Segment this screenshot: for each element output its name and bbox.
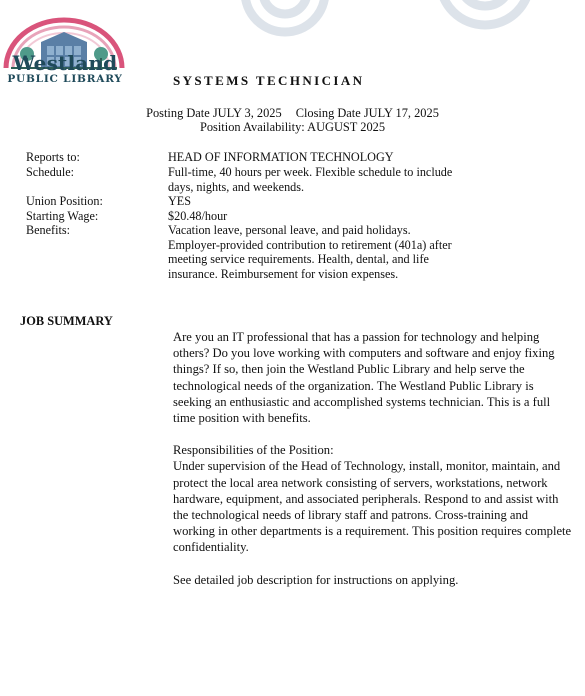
- position-availability: Position Availability: AUGUST 2025: [199, 120, 386, 134]
- detail-label-union: Union Position:: [26, 194, 103, 208]
- detail-value-wage: [168, 209, 498, 224]
- detail-label-benefits: Benefits:: [26, 223, 71, 237]
- detail-value-union: [168, 194, 498, 209]
- detail-line: Employer-provided contribution to retirement (401a) after: [168, 237, 452, 252]
- job-title: SYSTEMS TECHNICIAN: [173, 73, 365, 88]
- detail-value-benefits: [168, 223, 498, 281]
- detail-line: YES: [168, 194, 192, 208]
- detail-line: insurance. Reimbursement for vision expenses.: [168, 266, 399, 281]
- detail-line: Vacation leave, personal leave, and paid holidays.: [168, 223, 411, 237]
- logo-subtitle: PUBLIC LIBRARY: [7, 73, 123, 85]
- dates-block: [0, 106, 585, 134]
- detail-line: days, nights, and weekends.: [168, 179, 305, 194]
- detail-line: meeting service requirements. Health, dental, and life: [168, 252, 429, 267]
- library-logo-text: [4, 53, 126, 85]
- job-summary-body: [173, 329, 573, 604]
- detail-label-schedule: Schedule:: [26, 165, 75, 179]
- posting-date: Posting Date JULY 3, 2025: [146, 106, 282, 120]
- responsibilities-heading: Responsibilities of the Position:: [173, 443, 334, 458]
- responsibilities-text: Under supervision of the Head of Technology, install, monitor, maintain, and protect the local area network consisting of servers, workstations, network hardware, equipment, and associated peripherals. Respond to and assist with the technological needs of library staff and patrons. Cross-training and working in other departments is a requirement. This position requires complete confidentiality.: [173, 459, 572, 555]
- detail-value-reports-to: [168, 150, 498, 165]
- apply-note: See detailed job description for instructions on applying.: [173, 572, 459, 587]
- closing-date: Closing Date JULY 17, 2025: [295, 106, 439, 120]
- job-summary-heading: JOB SUMMARY: [20, 314, 113, 328]
- detail-line: Full-time, 40 hours per week. Flexible schedule to include: [168, 165, 453, 179]
- detail-line: $20.48/hour: [168, 209, 228, 223]
- logo-name: Westland: [12, 51, 118, 75]
- detail-label-reports-to: Reports to:: [26, 150, 80, 164]
- detail-line: HEAD OF INFORMATION TECHNOLOGY: [168, 150, 394, 164]
- detail-value-schedule: [168, 165, 498, 194]
- summary-intro: Are you an IT professional that has a passion for technology and helping others? Do you love working with computers and software and enjoy fixing things? If so, then join the Westland Public Library and help serve the technological needs of the organization. The Westland Public Library is seeking an enthusiastic and accomplished systems technician. This is a full time position with benefits.: [173, 330, 555, 426]
- detail-label-wage: Starting Wage:: [26, 209, 99, 223]
